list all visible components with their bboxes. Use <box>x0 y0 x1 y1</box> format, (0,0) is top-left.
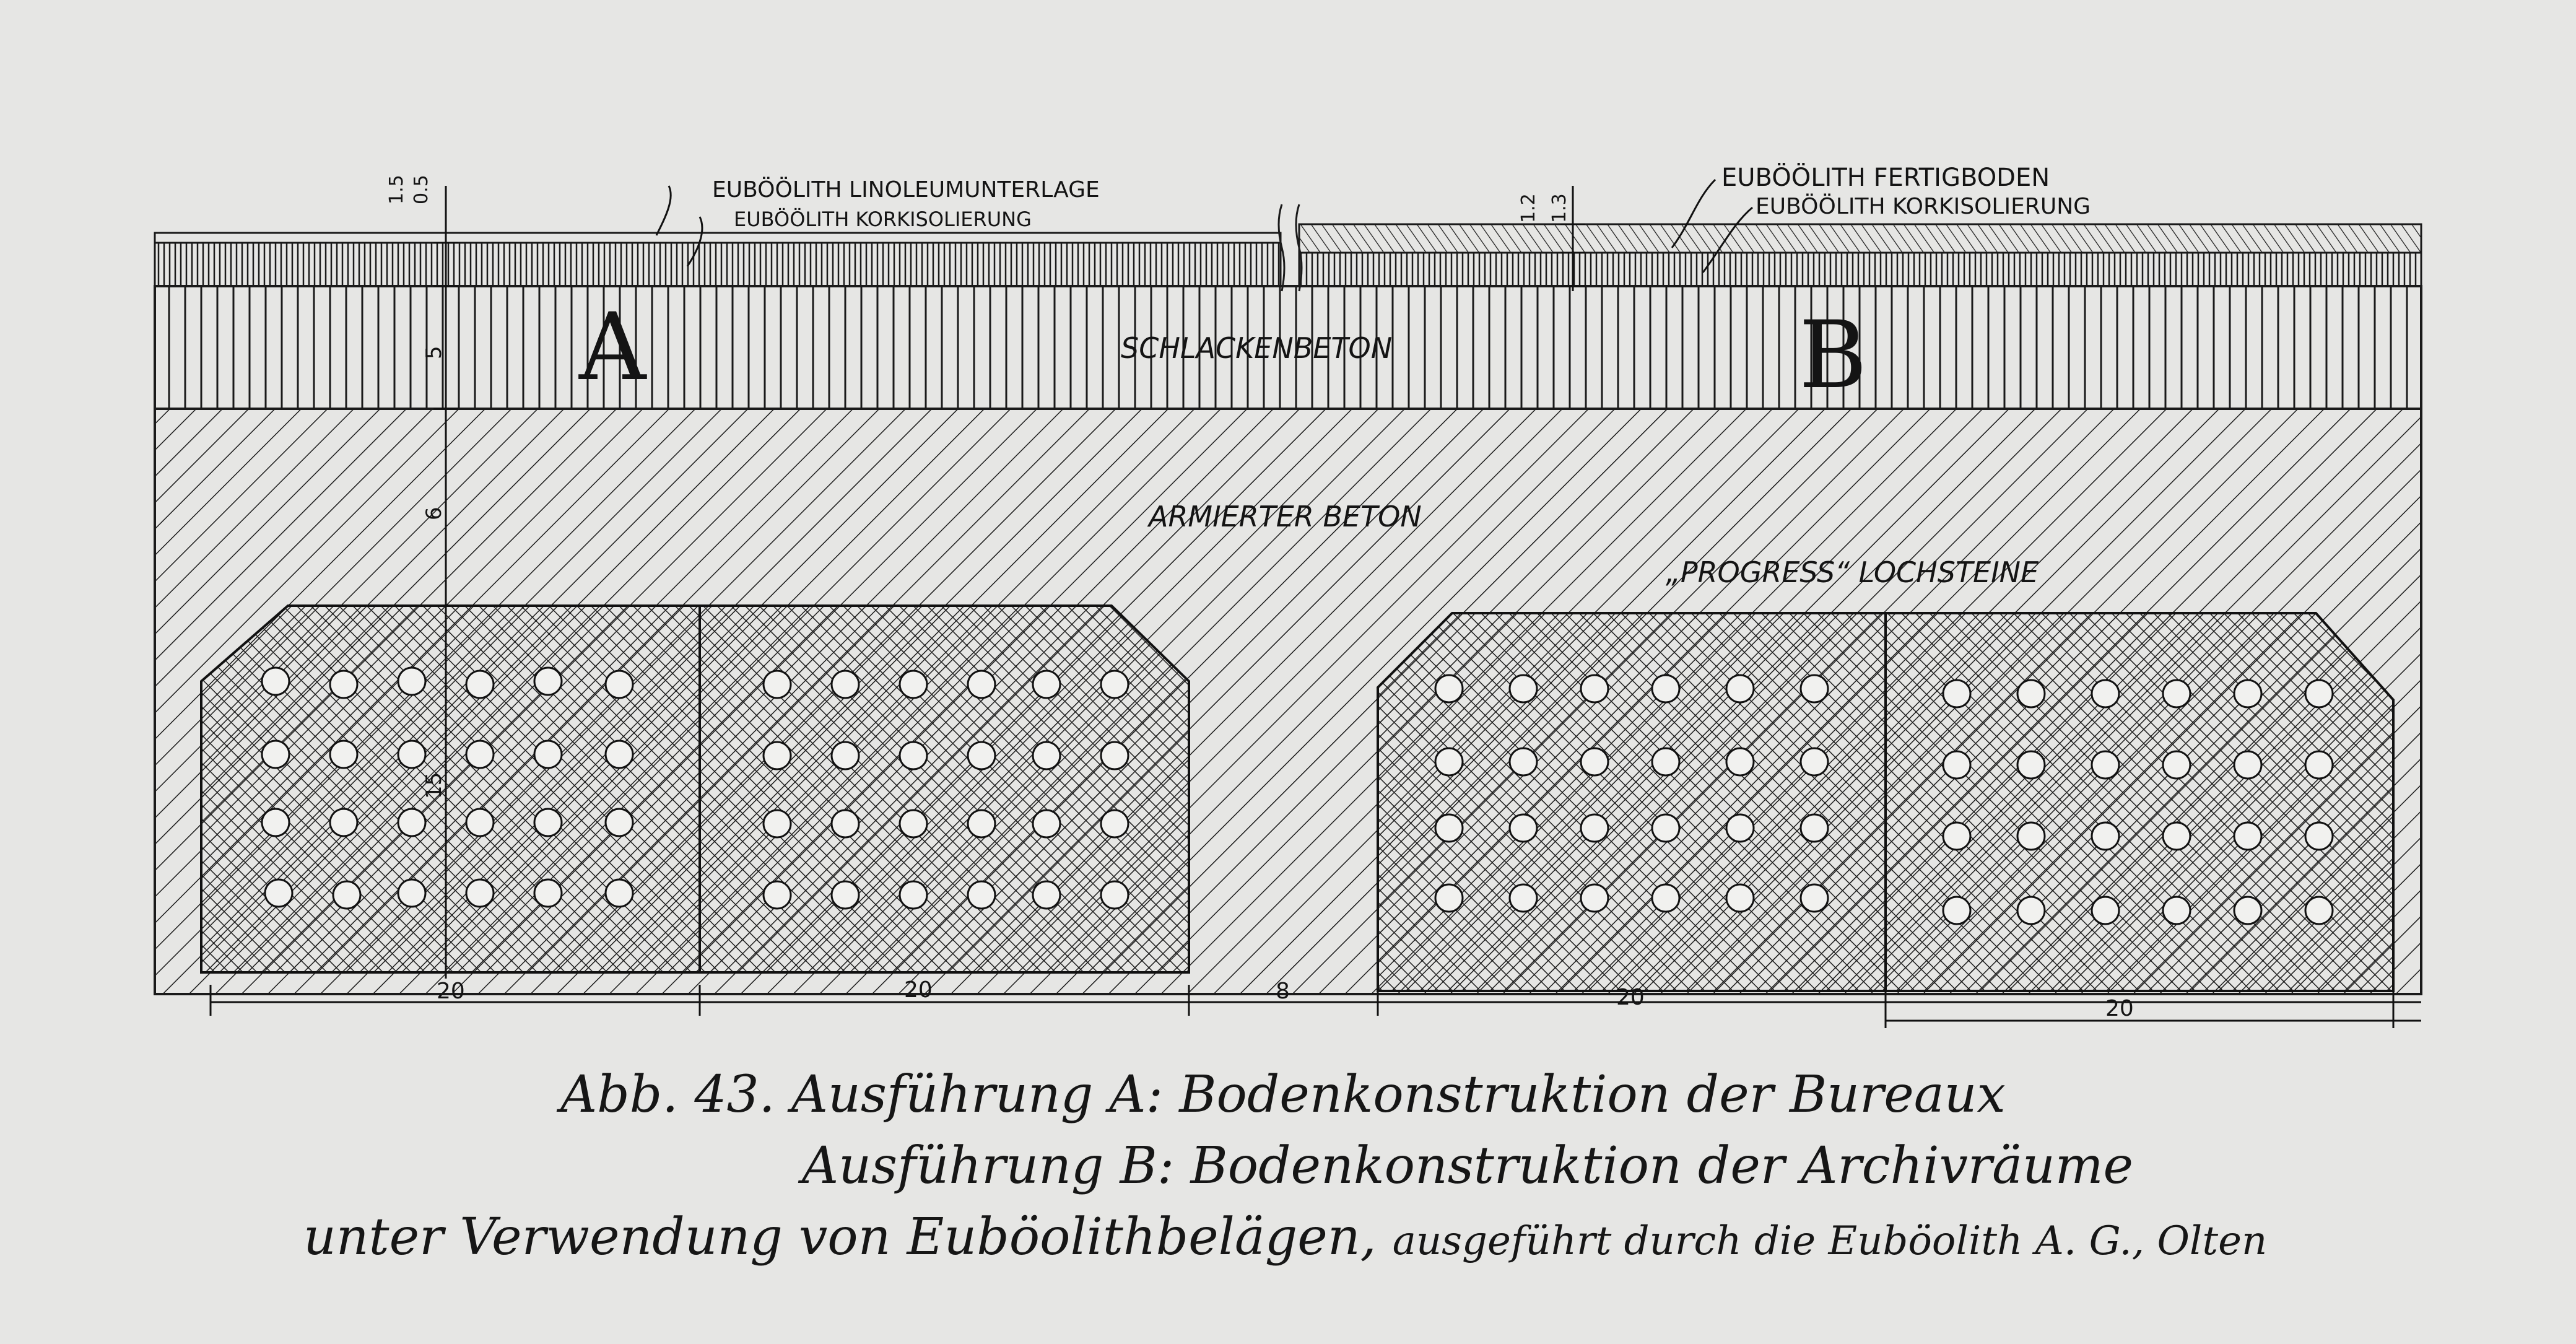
layer-label-reinforced-concrete: ARMIERTER BETON <box>1149 500 1422 533</box>
caption-line-1 <box>560 1065 2006 1124</box>
callout-finish-floor: EUBÖÖLITH FERTIGBODEN <box>1721 164 2050 192</box>
dim-right-top-2: 1.3 <box>1549 193 1570 223</box>
figure-caption <box>0 1053 2576 1313</box>
dim-right-top-1: 1.2 <box>1518 193 1539 223</box>
cork-insulation-a-layer <box>155 243 1281 286</box>
caption-line-3 <box>303 1208 2267 1267</box>
hollow-bricks-a <box>201 606 1189 972</box>
caption-line-1-text: Bodenkonstruktion der Bureaux <box>1179 1065 2006 1124</box>
dim-bottom-3: 8 <box>1276 979 1290 1004</box>
dim-left-slag: 5 <box>422 346 446 359</box>
caption-line-3-small: ausgeführt durch die Euböolith A. G., Olten <box>1392 1218 2268 1264</box>
callout-cork-insulation-a: EUBÖÖLITH KORKISOLIERUNG <box>734 207 1032 231</box>
brick-b2 <box>1886 613 2393 991</box>
caption-line-2-text: Bodenkonstruktion der Archivräume <box>1190 1137 2134 1195</box>
dim-left-top-2: 0.5 <box>411 175 432 204</box>
dim-bottom-5: 20 <box>2105 996 2134 1021</box>
brick-a2 <box>700 606 1189 972</box>
callout-linoleum-underlay: EUBÖÖLITH LINOLEUMUNTERLAGE <box>712 177 1100 203</box>
caption-line-2 <box>802 1137 2133 1195</box>
caption-line-1-prefix: Abb. 43. Ausführung A: <box>560 1065 1164 1124</box>
dim-bottom-2: 20 <box>904 977 933 1003</box>
brick-a1 <box>201 606 700 972</box>
dim-left-top-1: 1.5 <box>386 175 407 204</box>
section-a-label: A <box>579 294 646 401</box>
brick-b1 <box>1378 613 1886 991</box>
section-b-label: B <box>1799 302 1868 409</box>
dim-left-brick: 15 <box>422 772 446 799</box>
finish-floor-b-layer <box>1299 224 2421 253</box>
dim-bottom-1: 20 <box>437 979 465 1004</box>
break-mark <box>1279 204 1302 291</box>
cork-insulation-b-layer <box>1299 253 2421 286</box>
dim-left-concrete: 6 <box>422 507 446 520</box>
dim-bottom-4: 20 <box>1616 985 1645 1010</box>
hollow-bricks-b <box>1378 613 2393 991</box>
callout-cork-insulation-b: EUBÖÖLITH KORKISOLIERUNG <box>1756 194 2091 219</box>
caption-line-3-main: unter Verwendung von Euböolithbelägen, <box>303 1208 1377 1267</box>
label-hollow-bricks: „PROGRESS“ LOCHSTEINE <box>1666 556 2039 589</box>
linoleum-underlay-layer <box>155 233 1281 243</box>
caption-line-2-prefix: Ausführung B: <box>802 1137 1175 1195</box>
layer-label-slag-concrete: SCHLACKENBETON <box>1121 331 1393 365</box>
